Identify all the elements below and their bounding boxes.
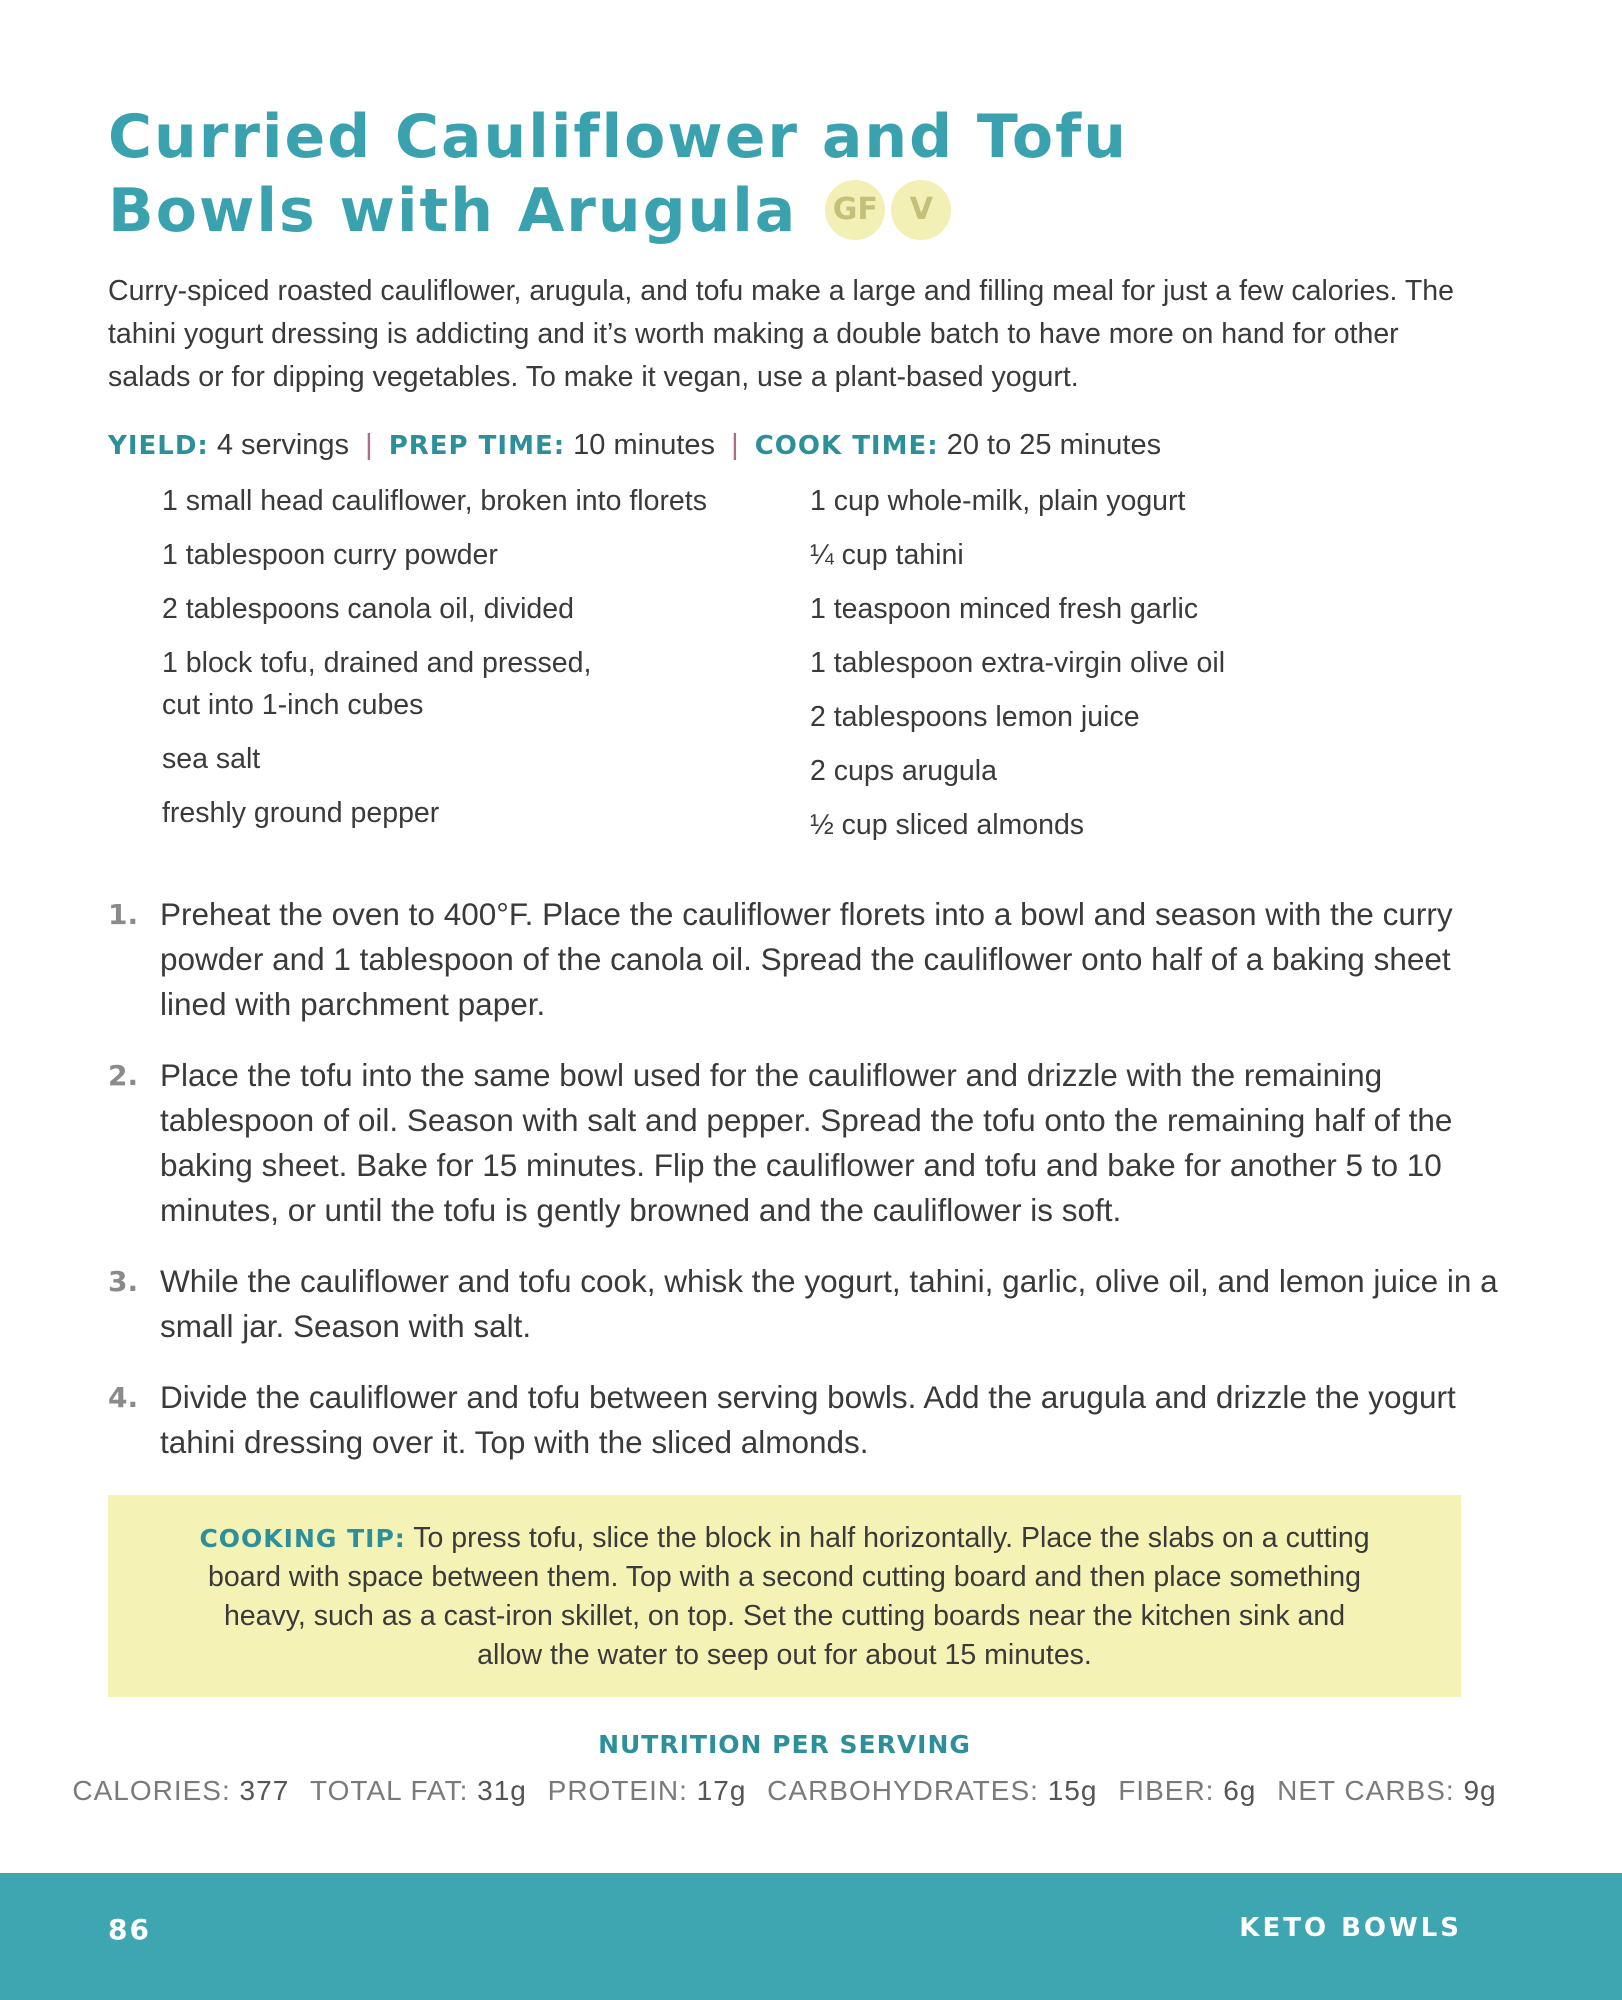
ingredient-item: 1 teaspoon minced fresh garlic (810, 593, 1199, 625)
calories-label: CALORIES: (72, 1775, 231, 1806)
yield-label: YIELD: (108, 431, 209, 461)
total-fat-label: TOTAL FAT: (310, 1775, 469, 1806)
cook-time-value: 20 to 25 minutes (946, 429, 1162, 461)
prep-time-value: 10 minutes (573, 429, 716, 461)
net-carbs-label: NET CARBS: (1277, 1775, 1455, 1806)
instruction-step (108, 892, 1508, 1027)
vegan-badge: V (891, 180, 951, 240)
fiber-value: 6g (1223, 1775, 1257, 1806)
cooking-tip-text: To press tofu, slice the block in half horizontally. Place the slabs on a cutting board with space between them. Top with a second cutting board and then place something heavy, such as a cast-iron skillet, on top. Set the cutting boards near the kitchen sink and allow the water to seep out for about 15 minutes. (208, 1522, 1370, 1671)
ingredients-left-column (162, 480, 762, 846)
carbohydrates-label: CARBOHYDRATES: (767, 1775, 1039, 1806)
step-text: Preheat the oven to 400°F. Place the cauliflower florets into a bowl and season with the curry powder and 1 tablespoon of the canola oil. Spread the cauliflower onto half of a baking sheet lined with parchment paper. (160, 896, 1453, 1022)
gluten-free-badge: GF (825, 180, 885, 240)
instruction-step (108, 1375, 1508, 1465)
ingredient-item: 2 tablespoons canola oil, divided (162, 593, 574, 625)
ingredient-item: ¼ cup tahini (810, 539, 964, 571)
protein-value: 17g (696, 1775, 747, 1806)
title-line-2-text: Bowls with Arugula (108, 176, 798, 246)
step-text: Divide the cauliflower and tofu between serving bowls. Add the arugula and drizzle the yogurt tahini dressing over it. Top with the sliced almonds. (160, 1379, 1456, 1460)
section-title: KETO BOWLS (1239, 1913, 1462, 1943)
instruction-step (108, 1053, 1508, 1233)
ingredient-item (162, 642, 762, 726)
ingredient-item: 2 cups arugula (810, 755, 997, 787)
cooking-tip-label: COOKING TIP: (199, 1524, 406, 1553)
total-fat-value: 31g (477, 1775, 527, 1806)
step-text: Place the tofu into the same bowl used for the cauliflower and drizzle with the remaining tablespoon of oil. Season with salt and pepper. Spread the tofu onto the remaining half of the baking sheet. Bake for 15 minutes. Flip the cauliflower and tofu and bake for another 5 to 10 minutes, or until the tofu is gently browned and the cauliflower is soft. (160, 1057, 1453, 1228)
calories-value: 377 (239, 1775, 290, 1806)
meta-separator: | (365, 429, 373, 461)
page-number: 86 (108, 1913, 151, 1946)
ingredient-item: ½ cup sliced almonds (810, 809, 1085, 841)
recipe-intro: Curry-spiced roasted cauliflower, arugula, and tofu make a large and filling meal for just a few calories. The tahini yogurt dressing is addicting and it’s worth making a double batch to have more on hand for other salads or for dipping vegetables. To make it vegan, use a plant-based yogurt. (108, 275, 1454, 393)
net-carbs-value: 9g (1463, 1775, 1497, 1806)
nutrition-facts (0, 1775, 1569, 1807)
instruction-step (108, 1259, 1508, 1349)
ingredient-line: 1 block tofu, drained and pressed, (162, 647, 592, 679)
step-number: 1. (108, 898, 139, 931)
ingredients-right-column (810, 480, 1510, 858)
recipe-title (108, 100, 1408, 248)
fiber-label: FIBER: (1118, 1775, 1215, 1806)
ingredient-item: 2 tablespoons lemon juice (810, 701, 1140, 733)
title-line-1: Curried Cauliflower and Tofu (108, 102, 1128, 172)
ingredient-item: 1 tablespoon extra-virgin olive oil (810, 647, 1226, 679)
carbohydrates-value: 15g (1047, 1775, 1098, 1806)
ingredient-item: sea salt (162, 743, 261, 775)
recipe-meta (108, 425, 1508, 466)
cook-time-label: COOK TIME: (754, 431, 939, 461)
meta-separator: | (731, 429, 739, 461)
cooking-tip-box (108, 1495, 1461, 1697)
protein-label: PROTEIN: (547, 1775, 688, 1806)
step-text: While the cauliflower and tofu cook, whisk the yogurt, tahini, garlic, olive oil, and lemon juice in a small jar. Season with salt. (160, 1263, 1498, 1344)
instructions (108, 892, 1508, 1491)
step-number: 4. (108, 1381, 139, 1414)
ingredient-item: freshly ground pepper (162, 797, 440, 829)
nutrition-title: NUTRITION PER SERVING (598, 1730, 971, 1759)
ingredient-item: 1 small head cauliflower, broken into florets (162, 485, 707, 517)
yield-value: 4 servings (216, 429, 350, 461)
page-footer (0, 1873, 1622, 2000)
ingredient-line: cut into 1-inch cubes (162, 689, 424, 721)
step-number: 2. (108, 1059, 139, 1092)
title-line-2 (108, 174, 1408, 248)
prep-time-label: PREP TIME: (388, 431, 566, 461)
ingredient-item: 1 cup whole-milk, plain yogurt (810, 485, 1186, 517)
step-number: 3. (108, 1265, 139, 1298)
ingredient-item: 1 tablespoon curry powder (162, 539, 498, 571)
